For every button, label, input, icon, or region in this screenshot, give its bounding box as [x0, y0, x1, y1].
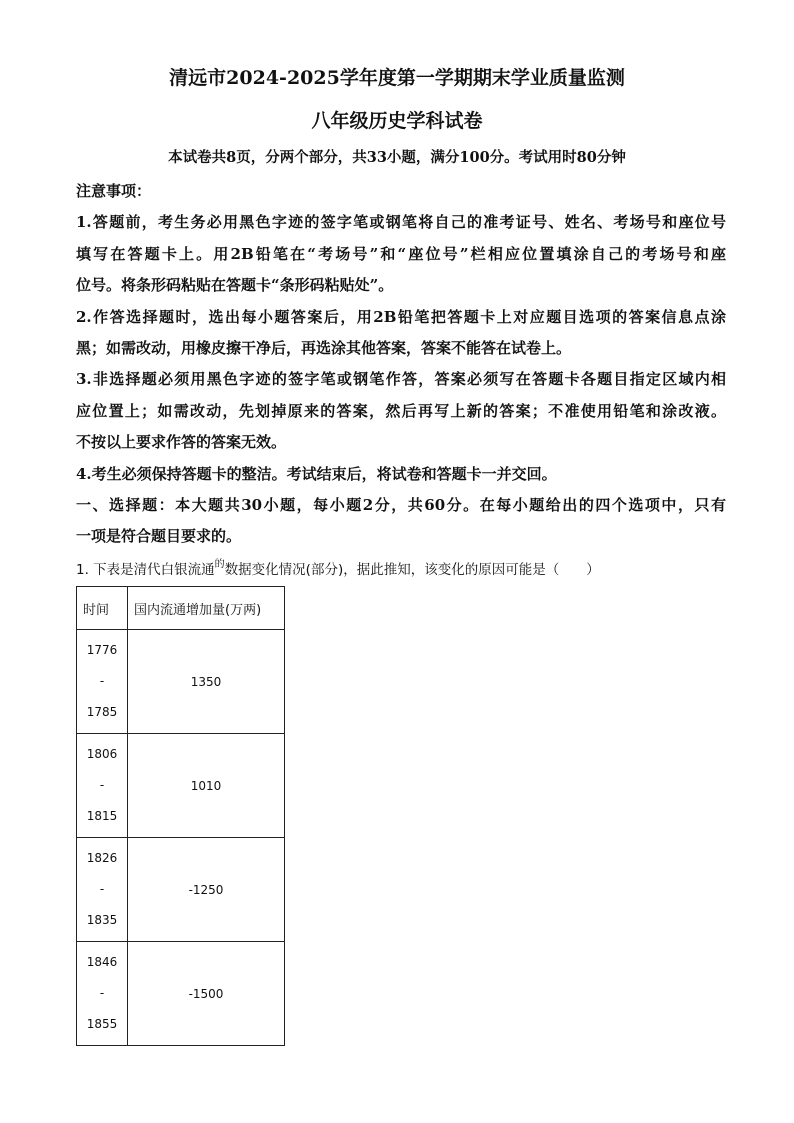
exam-subtitle: 八年级历史学科试卷	[311, 110, 483, 132]
table-row	[77, 734, 285, 838]
note-1-line-3: 位号。将条形码粘贴在答题卡“条形码粘贴处”。	[76, 276, 394, 295]
period-start: 1806	[86, 747, 118, 761]
period-end: 1855	[86, 1017, 118, 1031]
period-end: 1785	[86, 705, 118, 719]
note-2-line-2: 黑；如需改动，用橡皮擦干净后，再选涂其他答案，答案不能答在试卷上。	[76, 339, 572, 358]
table-header-time: 时间	[77, 587, 128, 630]
period-dash: -	[99, 882, 105, 896]
period-end: 1835	[86, 913, 118, 927]
silver-circulation-table	[76, 586, 285, 1046]
section-heading-line-2: 一项是符合题目要求的。	[76, 527, 242, 546]
note-4-line-1: 4.考生必须保持答题卡的整洁。考试结束后，将试卷和答题卡一并交回。	[76, 464, 557, 483]
period-start: 1826	[86, 851, 118, 865]
increase-value-cell: 1010	[128, 734, 285, 838]
question-1-stem	[76, 558, 726, 578]
period-dash: -	[99, 778, 105, 792]
time-period-cell	[77, 734, 128, 838]
exam-title: 清远市2024-2025学年度第一学期期末学业质量监测	[169, 67, 625, 89]
question-1-raised-char: 的	[214, 559, 225, 570]
table-header-increase: 国内流通增加量(万两)	[128, 587, 285, 630]
note-1-line-1: 1.答题前，考生务必用黑色字迹的签字笔或钢笔将自己的准考证号、姓名、考场号和座位号	[76, 213, 726, 232]
period-end: 1815	[86, 809, 118, 823]
time-period-cell	[77, 942, 128, 1046]
time-period-cell	[77, 838, 128, 942]
period-start: 1776	[86, 643, 118, 657]
note-1-line-2: 填写在答题卡上。用2B铅笔在“考场号”和“座位号”栏相应位置填涂自己的考场号和座	[76, 244, 726, 263]
increase-value-cell: -1500	[128, 942, 285, 1046]
period-dash: -	[99, 674, 105, 688]
note-3-line-2: 应位置上；如需改动，先划掉原来的答案，然后再写上新的答案；不准使用铅笔和涂改液。	[76, 401, 726, 420]
table-row	[77, 838, 285, 942]
note-3-line-3: 不按以上要求作答的答案无效。	[76, 433, 287, 452]
table-row	[77, 942, 285, 1046]
section-heading-line-1: 一、选择题：本大题共30小题，每小题2分，共60分。在每小题给出的四个选项中，只有	[76, 496, 726, 515]
table-header-row	[77, 587, 285, 630]
increase-value-cell: -1250	[128, 838, 285, 942]
table-row	[77, 630, 285, 734]
question-1-text-before: 1. 下表是清代白银流通	[76, 562, 215, 578]
period-dash: -	[99, 986, 105, 1000]
increase-value-cell: 1350	[128, 630, 285, 734]
note-2-line-1: 2.作答选择题时，选出每小题答案后，用2B铅笔把答题卡上对应题目选项的答案信息点涂	[76, 307, 726, 326]
exam-info: 本试卷共8页，分两个部分，共33小题，满分100分。考试用时80分钟	[168, 149, 626, 166]
question-1-text-after: 数据变化情况(部分)，据此推知，该变化的原因可能是（ ）	[224, 562, 600, 578]
note-3-line-1: 3.非选择题必须用黑色字迹的签字笔或钢笔作答，答案必须写在答题卡各题目指定区域内相	[76, 370, 726, 389]
period-start: 1846	[86, 955, 118, 969]
notes-section	[76, 176, 726, 553]
time-period-cell	[77, 630, 128, 734]
notes-heading: 注意事项：	[76, 182, 152, 200]
